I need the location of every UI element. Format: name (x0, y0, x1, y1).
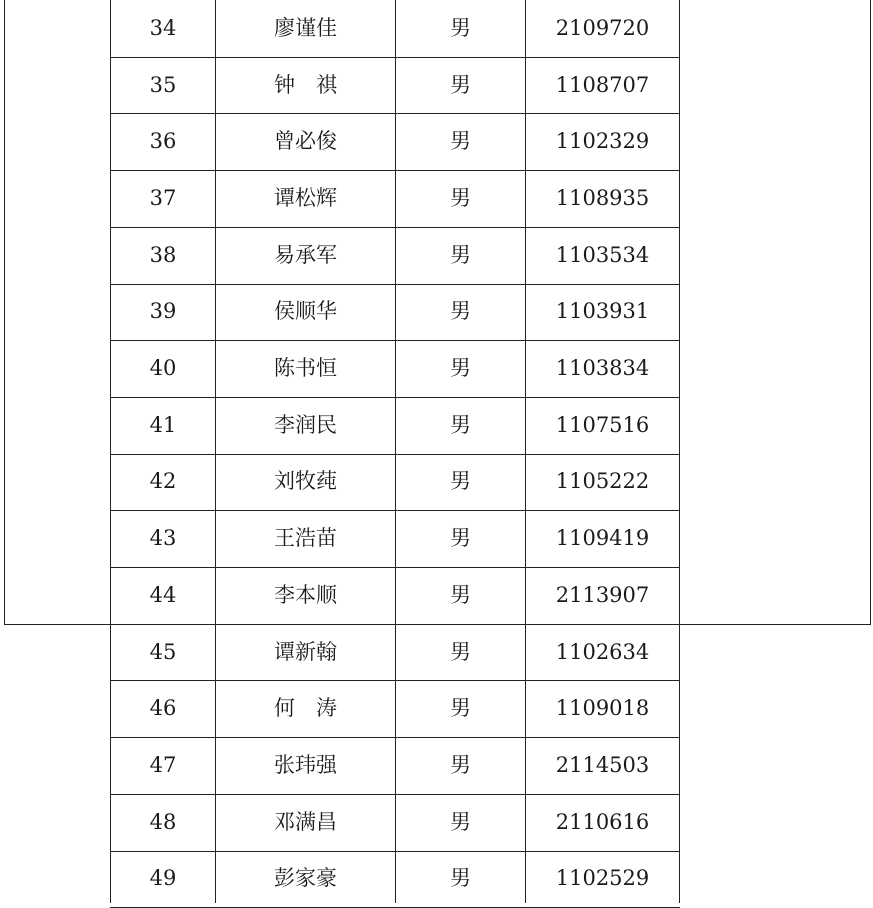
cell-number: 36 (149, 129, 177, 154)
cell-id: 1108935 (555, 185, 650, 210)
cell-id: 2114503 (555, 752, 650, 777)
cell-name: 廖谨佳 (274, 15, 337, 40)
cell-gender: 男 (450, 185, 471, 210)
cell-gender: 男 (450, 696, 471, 721)
cell-gender: 男 (450, 299, 471, 324)
cell-number: 41 (149, 412, 177, 437)
cell-name: 陈书恒 (274, 356, 337, 381)
cell-id: 1105222 (555, 469, 650, 494)
cell-name: 彭家豪 (274, 866, 337, 891)
cell-name: 王浩苗 (274, 526, 337, 551)
cell-name: 钟 祺 (274, 72, 337, 97)
cell-number: 37 (149, 185, 177, 210)
cell-id: 1102529 (555, 866, 650, 891)
cell-name: 易承军 (274, 242, 337, 267)
outer-left-border (4, 0, 5, 624)
cell-gender: 男 (450, 752, 471, 777)
cell-name: 刘牧莼 (274, 469, 337, 494)
cell-id: 1102634 (555, 639, 650, 664)
cell-id: 1103834 (555, 356, 650, 381)
cell-gender: 男 (450, 809, 471, 834)
cell-gender: 男 (450, 639, 471, 664)
cell-gender: 男 (450, 582, 471, 607)
cell-gender: 男 (450, 242, 471, 267)
cell-number: 35 (149, 72, 177, 97)
cell-name: 谭松辉 (274, 185, 337, 210)
cell-gender: 男 (450, 72, 471, 97)
cell-name: 曾必俊 (274, 129, 337, 154)
cell-name: 邓满昌 (274, 809, 337, 834)
cell-gender: 男 (450, 526, 471, 551)
cell-number: 42 (149, 469, 177, 494)
cell-number: 34 (149, 15, 177, 40)
cell-name: 张玮强 (274, 752, 337, 777)
cell-gender: 男 (450, 356, 471, 381)
cell-number: 44 (149, 582, 177, 607)
cell-gender: 男 (450, 866, 471, 891)
cell-number: 45 (149, 639, 177, 664)
cell-number: 38 (149, 242, 177, 267)
col-divider-5 (679, 0, 680, 903)
cell-number: 40 (149, 356, 177, 381)
cell-id: 1103534 (555, 242, 650, 267)
cell-name: 李润民 (274, 412, 337, 437)
cell-number: 48 (149, 809, 177, 834)
cell-name: 何 涛 (274, 696, 337, 721)
cell-id: 1109419 (555, 526, 650, 551)
cell-number: 39 (149, 299, 177, 324)
cell-id: 1102329 (555, 129, 650, 154)
cell-gender: 男 (450, 412, 471, 437)
cell-number: 49 (149, 866, 177, 891)
cell-number: 46 (149, 696, 177, 721)
cell-number: 43 (149, 526, 177, 551)
cell-gender: 男 (450, 469, 471, 494)
cell-id: 2109720 (555, 15, 650, 40)
cell-id: 2113907 (555, 582, 650, 607)
cell-gender: 男 (450, 129, 471, 154)
cell-number: 47 (149, 752, 177, 777)
cell-id: 2110616 (555, 809, 650, 834)
outer-right-border (870, 0, 871, 624)
cell-id: 1107516 (555, 412, 650, 437)
cell-gender: 男 (450, 15, 471, 40)
cell-name: 侯顺华 (274, 299, 337, 324)
cell-name: 谭新翰 (274, 639, 337, 664)
cell-id: 1103931 (555, 299, 650, 324)
cell-name: 李本顺 (274, 582, 337, 607)
cell-id: 1108707 (555, 72, 650, 97)
cell-id: 1109018 (555, 696, 650, 721)
